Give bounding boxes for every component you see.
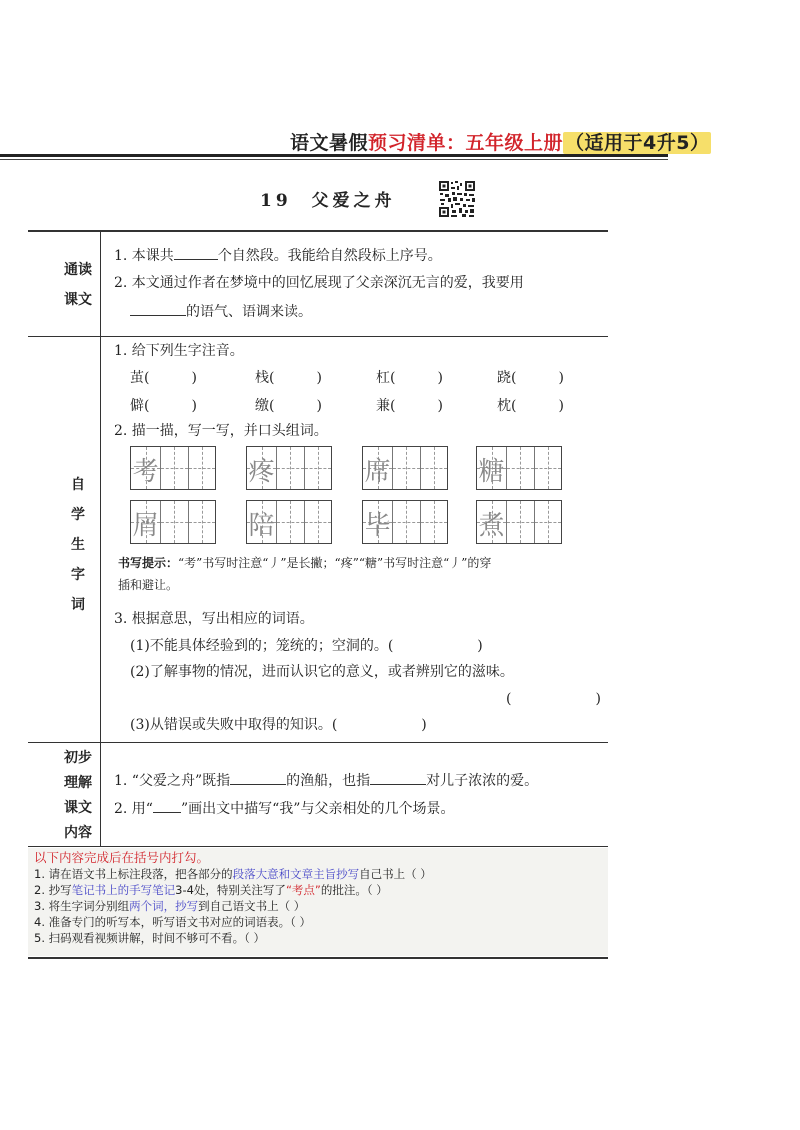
understand-item-1-a: 1. “父爱之舟”既指 xyxy=(114,773,231,789)
section-label-understand-1: 初步 xyxy=(64,750,92,766)
understand-item-1-b: 的渔船，也指 xyxy=(286,773,371,789)
table-column-divider xyxy=(100,230,101,846)
pinyin-item[interactable]: 僻( ) xyxy=(130,398,197,414)
writing-grid[interactable] xyxy=(362,500,448,544)
lesson-number: 19 xyxy=(260,191,292,211)
writing-hint xyxy=(118,552,608,596)
words-q3-b-answer[interactable]: ( ) xyxy=(506,691,601,707)
trace-char: 疼 xyxy=(248,457,275,487)
section-label-words-4: 字 xyxy=(71,567,85,583)
pinyin-item[interactable]: 跷( ) xyxy=(497,370,564,386)
table-bottom-rule xyxy=(28,957,608,959)
checklist-item-1-a: 1. 请在语文书上标注段落，把各部分的 xyxy=(34,867,233,881)
lesson-name: 父爱之舟 xyxy=(311,191,396,211)
checklist-item-3[interactable] xyxy=(34,898,305,914)
writing-hint-line2: 插和避让。 xyxy=(118,578,179,592)
table-rule-3 xyxy=(28,846,608,847)
writing-grid[interactable] xyxy=(246,446,332,490)
header-rule xyxy=(0,154,668,157)
checklist-item-2-b: 笔记书上的手写笔记 xyxy=(71,883,176,897)
table-rule-2 xyxy=(28,742,608,743)
qr-code-icon[interactable] xyxy=(438,180,476,218)
section-label-words xyxy=(56,470,100,620)
section-label-understand xyxy=(56,746,100,846)
checklist-item-3-a: 3. 将生字词分别组 xyxy=(34,899,130,913)
checklist-item-2[interactable] xyxy=(34,882,388,898)
writing-grid[interactable] xyxy=(130,500,216,544)
checklist-item-1[interactable] xyxy=(34,866,432,882)
checklist-item-2-e: 的批注。（ ） xyxy=(320,883,388,897)
pinyin-item[interactable]: 杠( ) xyxy=(376,370,443,386)
section-label-read-bottom: 课文 xyxy=(64,292,92,308)
words-q3-a[interactable]: (1)不能具体经验到的；笼统的；空洞的。( ) xyxy=(130,638,483,654)
trace-char: 陪 xyxy=(248,511,275,541)
section-label-understand-2: 理解 xyxy=(64,775,92,791)
writing-grid[interactable] xyxy=(130,446,216,490)
pinyin-item[interactable]: 栈( ) xyxy=(255,370,322,386)
trace-char: 煮 xyxy=(478,511,505,541)
lesson-title xyxy=(260,186,440,216)
boat-blank[interactable] xyxy=(230,769,286,785)
checklist-item-3-c: 到自己语文书上（ ） xyxy=(198,899,306,913)
writing-grid[interactable] xyxy=(476,446,562,490)
words-q3-c[interactable]: (3)从错误或失败中取得的知识。( ) xyxy=(130,717,427,733)
trace-char: 席 xyxy=(364,457,391,487)
trace-char: 考 xyxy=(132,457,159,487)
checklist-item-5[interactable]: 5. 扫码观看视频讲解，时间不够可不看。（ ） xyxy=(34,931,266,945)
love-blank[interactable] xyxy=(370,769,426,785)
table-top-rule xyxy=(28,230,608,232)
header-part1: 语文暑假 xyxy=(290,132,369,154)
writing-grid[interactable] xyxy=(476,500,562,544)
writing-grid[interactable] xyxy=(362,446,448,490)
words-q3: 3. 根据意思，写出相应的词语。 xyxy=(114,611,314,627)
section-label-words-1: 自 xyxy=(71,477,85,493)
trace-char: 糖 xyxy=(478,457,505,487)
section-label-read-top: 通读 xyxy=(64,262,92,278)
writing-hint-line1: “考”书写时注意“丿”是长撇；“疼”“糖”书写时注意“丿”的穿 xyxy=(178,556,492,570)
writing-hint-label: 书写提示： xyxy=(118,556,179,570)
section-label-words-5: 词 xyxy=(71,597,85,613)
understand-item-2 xyxy=(114,797,454,820)
checklist-item-4[interactable]: 4. 准备专门的听写本，听写语文书对应的词语表。（ ） xyxy=(34,915,312,929)
pinyin-item[interactable]: 茧( ) xyxy=(130,370,197,386)
table-rule-1 xyxy=(28,336,608,337)
pinyin-item[interactable]: 缴( ) xyxy=(255,398,322,414)
checklist-item-2-a: 2. 抄写 xyxy=(34,883,72,897)
checklist-heading: 以下内容完成后在括号内打勾。 xyxy=(34,850,210,865)
pinyin-item[interactable]: 枕( ) xyxy=(497,398,564,414)
section-label-words-2: 学 xyxy=(71,507,85,523)
pinyin-item[interactable]: 兼( ) xyxy=(376,398,443,414)
trace-char: 屑 xyxy=(132,511,159,541)
header-part3: （适用于4升5） xyxy=(565,132,710,154)
words-q2: 2. 描一描，写一写，并口头组词。 xyxy=(114,423,328,439)
understand-item-1-c: 对儿子浓浓的爱。 xyxy=(426,773,539,789)
words-q3-b: (2)了解事物的情况，进而认识它的意义，或者辨别它的滋味。 xyxy=(130,664,514,680)
understand-item-2-a: 2. 用“ xyxy=(114,801,153,817)
checklist-item-3-b: 两个词，抄写 xyxy=(129,899,199,913)
checklist-item-2-d: “考点” xyxy=(285,883,321,897)
paragraph-count-blank[interactable] xyxy=(174,244,218,260)
section-label-words-3: 生 xyxy=(71,537,85,553)
header-part2: 预习清单：五年级上册 xyxy=(368,132,564,154)
checklist-item-1-c: 自己书上（ ） xyxy=(359,867,432,881)
section-label-understand-3: 课文 xyxy=(64,800,92,816)
section-label-understand-4: 内容 xyxy=(64,825,92,841)
mark-symbol-blank[interactable] xyxy=(153,797,181,813)
understand-item-2-b: ”画出文中描写“我”与父亲相处的几个场景。 xyxy=(180,801,455,817)
checklist-item-1-b: 段落大意和文章主旨抄写 xyxy=(232,867,360,881)
read-item-1-post: 个自然段。我能给自然段标上序号。 xyxy=(217,248,442,264)
words-q1: 1. 给下列生字注音。 xyxy=(114,343,244,359)
tone-blank[interactable] xyxy=(130,300,186,316)
read-item-1 xyxy=(114,244,442,267)
checklist-item-2-c: 3-4处，特别关注写了 xyxy=(175,883,286,897)
trace-char: 毕 xyxy=(364,511,391,541)
writing-grid[interactable] xyxy=(246,500,332,544)
understand-item-1 xyxy=(114,769,538,792)
read-item-1-pre: 1. 本课共 xyxy=(114,248,174,264)
read-item-2-line1: 2. 本文通过作者在梦境中的回忆展现了父亲深沉无言的爱，我要用 xyxy=(114,275,524,291)
read-item-2-post: 的语气、语调来读。 xyxy=(186,304,312,320)
header-rule-thin xyxy=(0,159,668,160)
read-item-2-line2 xyxy=(130,300,312,323)
